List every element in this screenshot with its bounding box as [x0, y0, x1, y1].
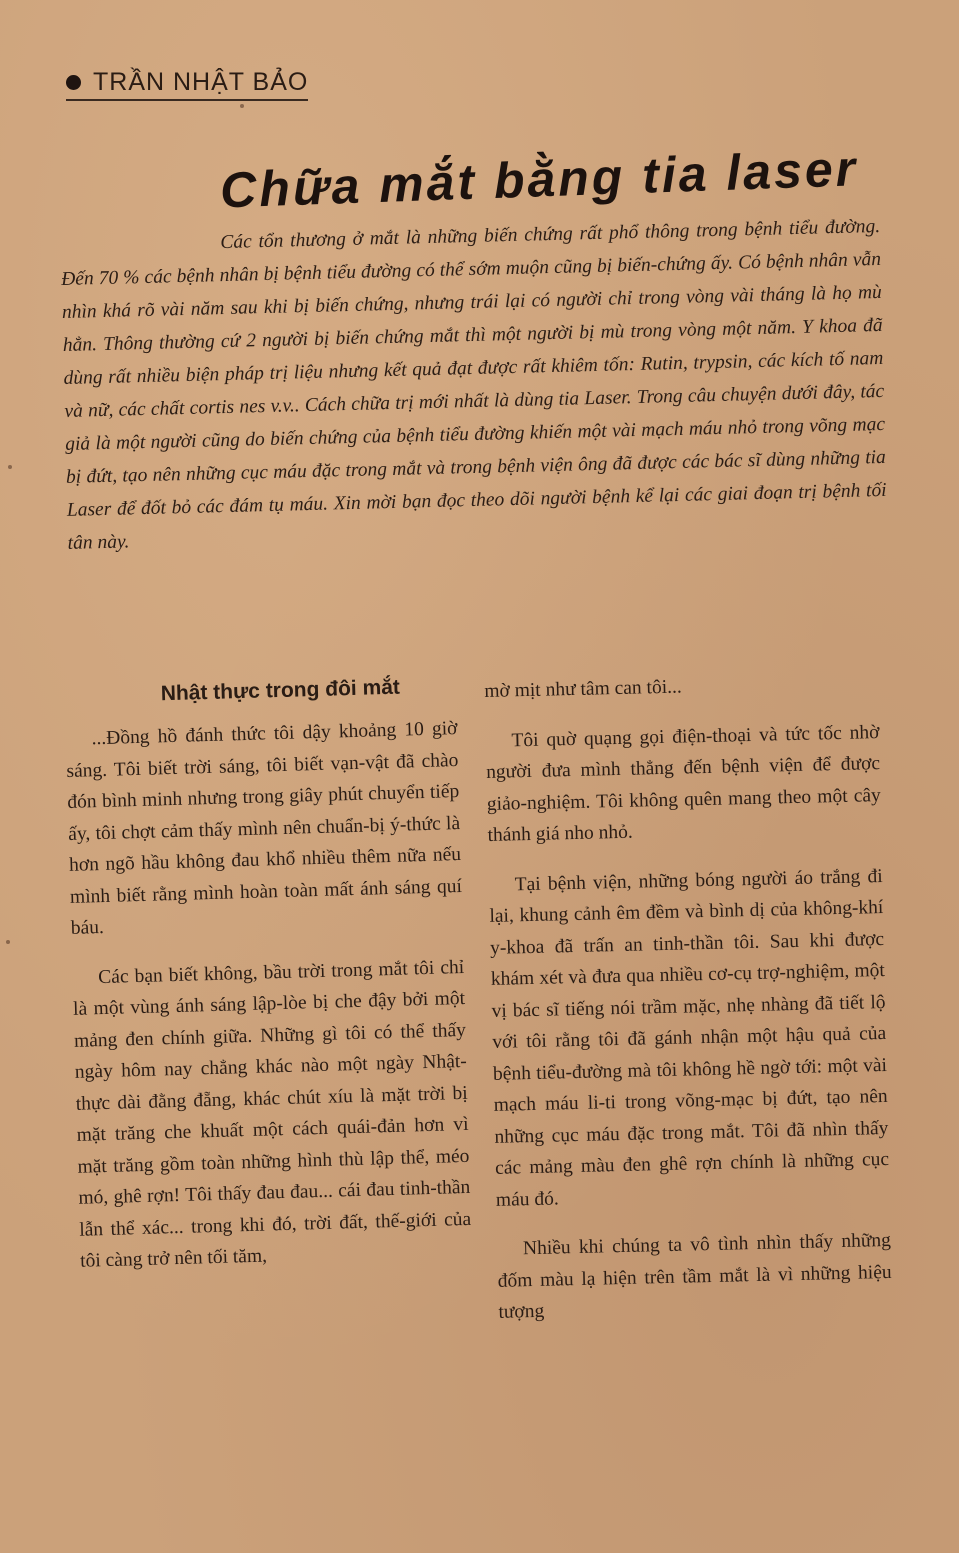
article-intro: Các tổn thương ở mắt là những biến chứng rất phổ thông trong bệnh tiểu đường. Đến 70 % các bệnh nhân bị bệnh tiểu đường có thể sớm muộn cũng bị biến-chứng ấy. Có bệnh nhân vẫn nhìn khá rõ vài năm sau khi bị biến chứng, nhưng trái lại có người chỉ trong vòng vài tháng là họ mù hẳn. Thông thường cứ 2 người bị biến chứng mắt thì một người bị mù trong vòng một năm. Y khoa đã dùng rất nhiều biện pháp trị liệu nhưng kết quả đạt được rất khiêm tốn: Rutin, trypsin, các kích tố nam và nữ, các chất cortis nes v.v.. Cách chữa trị mới nhất là dùng tia Laser. Trong câu chuyện dưới đây, tác giả là một người cũng do biến chứng của bệnh tiểu đường khiến một vài mạch máu nhỏ trong võng mạc bị đứt, tạo nên những cục máu đặc trong mắt và trong bệnh viện ông đã được các bác sĩ dùng những tia Laser để đốt bỏ các đám tụ máu. Xin mời bạn đọc theo dõi người bệnh kể lại các giai đoạn trị bệnh tối tân này.: [60, 215, 887, 554]
author-byline: [66, 68, 308, 101]
paragraph: Tại bệnh viện, những bóng người áo trắng đi lại, khung cảnh êm đềm và bình dị của không-khí y-khoa đã trấn an tinh-thần tôi. Sau khi được khám xét và đưa qua nhiều cơ-cụ trợ-nghiệm, một vị bác sĩ tiếng nói trầm mặc, nhẹ nhàng đã tiết lộ với tôi rằng tôi đã gánh nhận một hậu quả của bệnh tiểu-đường mà tôi không hề ngờ tới: một vài mạch máu li-ti trong võng-mạc bị đứt, tạo nên những cục máu đặc trong mắt. Tôi đã nhìn thấy các mảng màu đen ghê rợn chính là những cục máu đó.: [489, 865, 890, 1211]
paragraph: Tôi quờ quạng gọi điện-thoại và tức tốc nhờ người đưa mình thẳng đến bệnh viện để được giảo-nghiệm. Tôi không quên mang theo một cây thánh giá nho nhỏ.: [485, 721, 882, 846]
paragraph: Nhiều khi chúng ta vô tình nhìn thấy những đốm màu lạ hiện trên tầm mắt là vì những hiệu tượng: [497, 1229, 892, 1323]
right-column: [484, 667, 893, 1346]
left-column: [64, 671, 473, 1295]
paper-speck: [8, 465, 12, 469]
author-name: TRẦN NHẬT BẢO: [93, 68, 309, 96]
paragraph: ...Đồng hồ đánh thức tôi dậy khoảng 10 giờ sáng. Tôi biết trời sáng, tôi biết vạn-vật đã chào đón bình minh nhưng trong giây phút chuyển tiếp ấy, tôi chợt cảm thấy mình nên chuẩn-bị ý-thức là hơn ngõ hầu không đau khổ nhiều thêm nữa nếu mình biết rằng mình hoàn toàn mất ánh sáng quí báu.: [66, 718, 463, 939]
paper-speck: [6, 940, 10, 944]
section-subhead: Nhật thực trong đôi mắt: [160, 675, 401, 706]
article-title: Chữa mắt bằng tia laser: [219, 140, 859, 219]
paper-speck: [240, 104, 244, 108]
bullet-icon: [66, 75, 81, 90]
paragraph: mờ mịt như tâm can tôi...: [484, 676, 682, 702]
paragraph: Các bạn biết không, bầu trời trong mắt tôi chỉ là một vùng ánh sáng lập-lòe bị che đậy bởi một mảng đen chính giữa. Những gì tôi có thể thấy ngày hôm nay chẳng khác nào một ngày Nhật-thực dài đằng đẵng, khác chút xíu là mặt trời bị mặt trăng che khuất một cách quái-đản hơn vì mặt trăng gồm toàn những hình thù lập thể, méo mó, ghê rợn! Tôi thấy đau đau... cái đau tinh-thần lẫn thể xác... trong khi đó, trời đất, thế-giới của tôi càng trở nên tối tăm,: [72, 956, 472, 1272]
